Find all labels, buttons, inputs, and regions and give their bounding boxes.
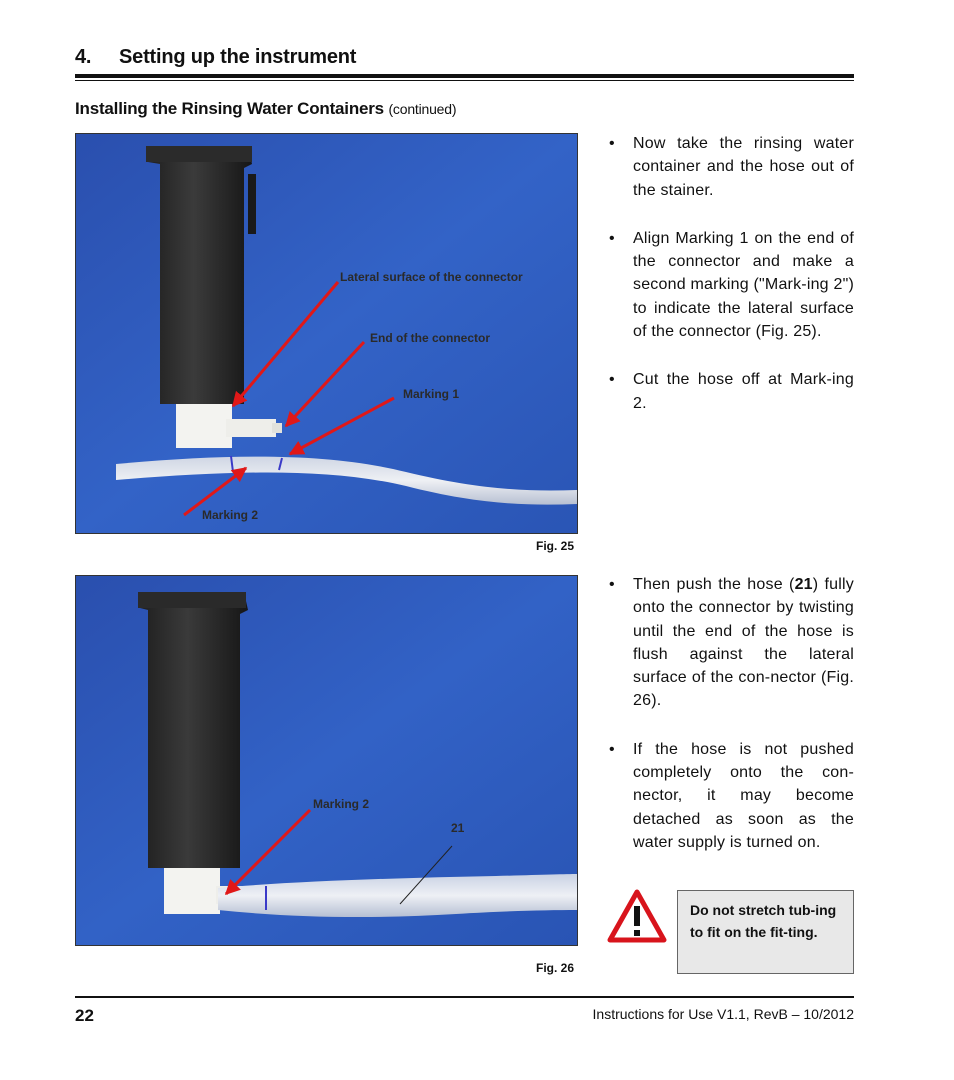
- section-heading: [75, 46, 356, 69]
- instruction-hose-detach-warning: [609, 738, 854, 854]
- subsection-suffix: (continued): [388, 101, 457, 117]
- label-lateral-surface: Lateral surface of the connector: [340, 270, 523, 284]
- section-title: Setting up the instrument: [119, 46, 357, 68]
- instruction-text: Then push the hose (: [633, 576, 795, 593]
- subsection-heading: [75, 99, 456, 119]
- hose-reference-number: 21: [794, 576, 813, 593]
- label-marking-2: Marking 2: [202, 508, 259, 522]
- instruction-align-marking: [609, 227, 854, 343]
- bullet-dot: •: [609, 576, 615, 593]
- section-number: 4.: [75, 46, 92, 68]
- instructions-list-top: [609, 132, 854, 440]
- rinsing-water-container: [138, 592, 248, 868]
- figure-26-caption: Fig. 26: [536, 961, 575, 975]
- instructions-list-bottom: [609, 573, 854, 879]
- footer-document-info: Instructions for Use V1.1, RevB – 10/2012: [592, 1006, 854, 1022]
- header-rule-thin: [75, 80, 854, 81]
- bullet-dot: •: [609, 135, 615, 152]
- instruction-push-hose: [609, 573, 854, 713]
- warning-triangle-icon: [607, 888, 667, 944]
- footer-rule: [75, 996, 854, 998]
- warning-note: Do not stretch tub-ing to fit on the fit-ting.: [677, 890, 854, 974]
- figure-26-photo: [75, 575, 578, 946]
- bullet-dot: •: [609, 740, 615, 758]
- header-rule: [75, 74, 854, 78]
- figure-25-photo: [75, 133, 578, 534]
- instruction-text: If the hose is not pushed completely onto the con-nector, it may become detached as soon as the water supply is turned on.: [633, 740, 854, 851]
- label-end-connector: End of the connector: [370, 331, 490, 345]
- label-hose-21: 21: [451, 821, 465, 835]
- instruction-cut-hose: [609, 368, 854, 415]
- instruction-text: Now take the rinsing water container and the hose out of the stainer.: [633, 135, 854, 199]
- instruction-remove-container: [609, 132, 854, 202]
- instruction-text: Align Marking 1 on the end of the connector and make a second marking ("Mark-ing 2") to indicate the lateral surface of the connector (Fig. 25).: [633, 229, 854, 341]
- figure-25-caption: Fig. 25: [536, 539, 575, 553]
- instruction-text-cont: ) fully onto the connector by twisting until the end of the hose is flush against the lateral surface of the con-nector (Fig. 26).: [633, 576, 854, 710]
- subsection-title: Installing the Rinsing Water Containers: [75, 99, 384, 118]
- bullet-dot: •: [609, 229, 615, 247]
- page-number: 22: [75, 1006, 94, 1025]
- bullet-dot: •: [609, 371, 615, 389]
- label-marking-2: Marking 2: [313, 797, 370, 811]
- rinsing-water-container: [146, 146, 256, 404]
- instruction-text: Cut the hose off at Mark-ing 2.: [633, 371, 854, 412]
- label-marking-1: Marking 1: [403, 387, 460, 401]
